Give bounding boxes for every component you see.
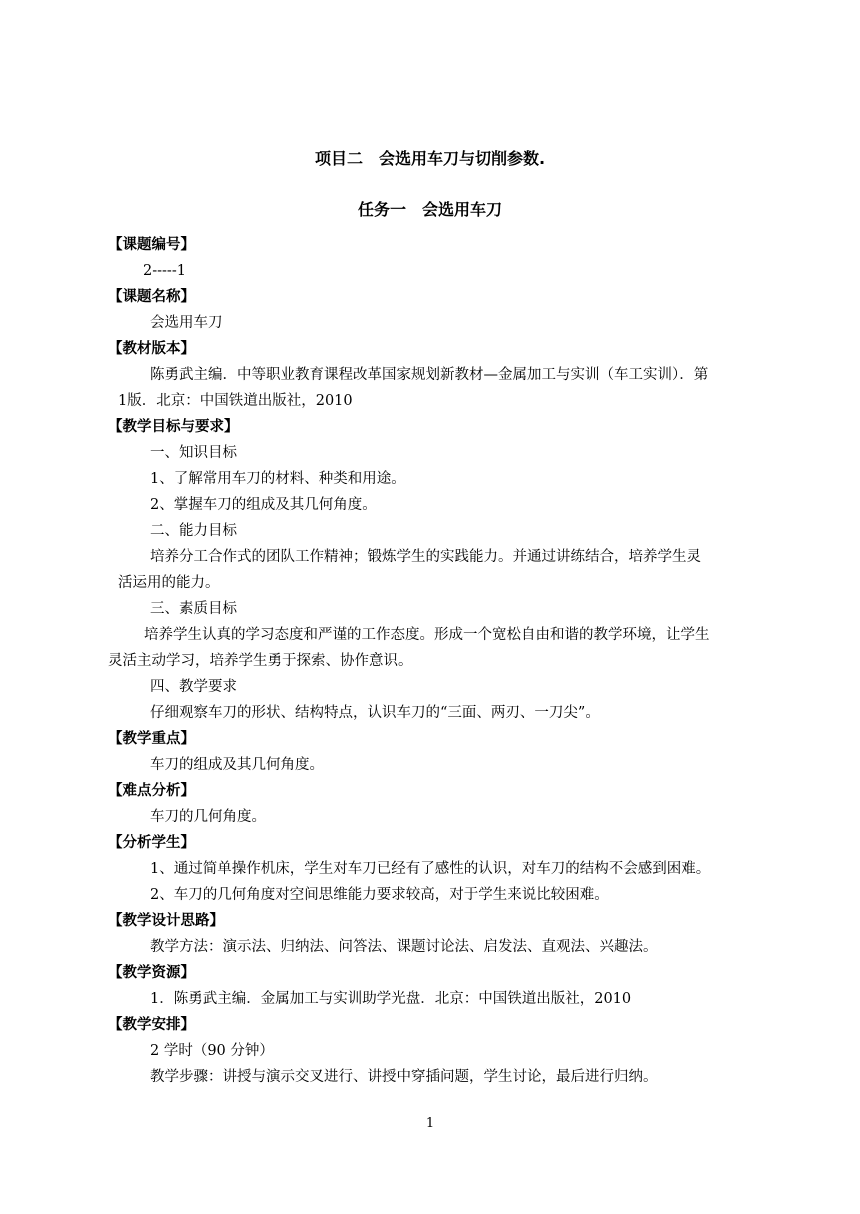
section-text: 车刀的几何角度。 <box>150 809 266 825</box>
section-text: 培养学生认真的学习态度和严谨的工作态度。形成一个宽松自由和谐的教学环境，让学生 <box>144 627 710 643</box>
section-text: 1．陈勇武主编．金属加工与实训助学光盘．北京：中国铁道出版社，2010 <box>150 991 632 1007</box>
section-text: 活运用的能力。 <box>118 575 220 591</box>
section-heading: 【教学安排】 <box>108 1017 195 1033</box>
section-text: 培养分工合作式的团队工作精神；锻炼学生的实践能力。并通过讲练结合，培养学生灵 <box>150 549 701 565</box>
section-heading: 【分析学生】 <box>108 835 195 851</box>
project-title: 项目二 会选用车刀与切削参数. <box>314 149 546 168</box>
section-text: 四、教学要求 <box>150 679 237 695</box>
section-heading: 【教学目标与要求】 <box>108 419 239 435</box>
section-text: 2-----1 <box>143 263 186 279</box>
section-heading: 【教学重点】 <box>108 731 195 747</box>
section-text: 陈勇武主编．中等职业教育课程改革国家规划新教材—金属加工与实训（车工实训）．第 <box>150 367 709 383</box>
task-subtitle: 任务一 会选用车刀 <box>357 200 502 219</box>
section-text: 教学方法：演示法、归纳法、问答法、课题讨论法、启发法、直观法、兴趣法。 <box>150 939 658 955</box>
section-text: 三、素质目标 <box>150 601 237 617</box>
section-text: 灵活主动学习，培养学生勇于探索、协作意识。 <box>108 653 413 669</box>
section-text: 教学步骤：讲授与演示交叉进行、讲授中穿插问题，学生讨论，最后进行归纳。 <box>150 1069 658 1085</box>
section-text: 1、通过简单操作机床，学生对车刀已经有了感性的认识，对车刀的结构不会感到困难。 <box>150 861 711 877</box>
section-heading: 【难点分析】 <box>108 783 195 799</box>
section-text: 1版．北京：中国铁道出版社，2010 <box>118 393 353 409</box>
section-text: 会选用车刀 <box>150 315 223 331</box>
section-text: 2、车刀的几何角度对空间思维能力要求较高，对于学生来说比较困难。 <box>150 887 609 903</box>
section-text: 2、掌握车刀的组成及其几何角度。 <box>150 497 377 513</box>
section-heading: 【课题名称】 <box>108 289 195 305</box>
section-heading: 【课题编号】 <box>108 237 195 253</box>
section-text: 车刀的组成及其几何角度。 <box>150 757 324 773</box>
section-heading: 【教学设计思路】 <box>108 913 224 929</box>
section-text: 2 学时（90 分钟） <box>150 1043 274 1059</box>
section-heading: 【教学资源】 <box>108 965 195 981</box>
section-text: 仔细观察车刀的形状、结构特点，认识车刀的“三面、两刃、一刀尖”。 <box>150 705 600 721</box>
section-text: 二、能力目标 <box>150 523 237 539</box>
page-number: 1 <box>425 1116 435 1131</box>
section-heading: 【教材版本】 <box>108 341 195 357</box>
section-text: 一、知识目标 <box>150 445 237 461</box>
section-text: 1、了解常用车刀的材料、种类和用途。 <box>150 471 406 487</box>
